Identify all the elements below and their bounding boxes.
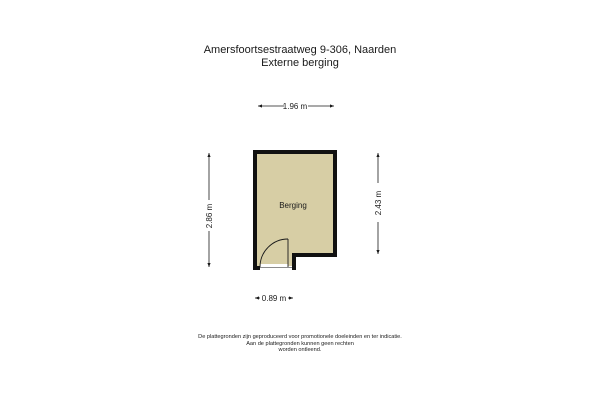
dimension-bottom: [255, 294, 293, 303]
dimension-top: [258, 102, 334, 111]
disclaimer-line-3: worden ontleend.: [278, 347, 322, 354]
plan-subtitle: Externe berging: [261, 57, 339, 69]
room-label-berging: Berging: [279, 201, 307, 210]
dimension-right: [374, 153, 383, 254]
dimension-bottom-label: 0.89 m: [261, 294, 287, 303]
dimension-left-label: 2.86 m: [205, 203, 214, 229]
plan-address-title: Amersfoortsestraatweg 9-306, Naarden: [203, 44, 397, 56]
dimension-right-label: 2.43 m: [374, 190, 383, 216]
room-floor: [257, 154, 333, 266]
disclaimer-line-1: De plattegronden zijn geproduceerd voor promotionele doeleinden en ter indicatie.: [198, 334, 402, 340]
disclaimer-text: [0, 334, 600, 354]
disclaimer-line-2: Aan de plattegronden kunnen geen rechten: [246, 340, 354, 347]
dimension-top-label: 1.96 m: [282, 102, 308, 111]
dimension-left: [205, 153, 214, 267]
